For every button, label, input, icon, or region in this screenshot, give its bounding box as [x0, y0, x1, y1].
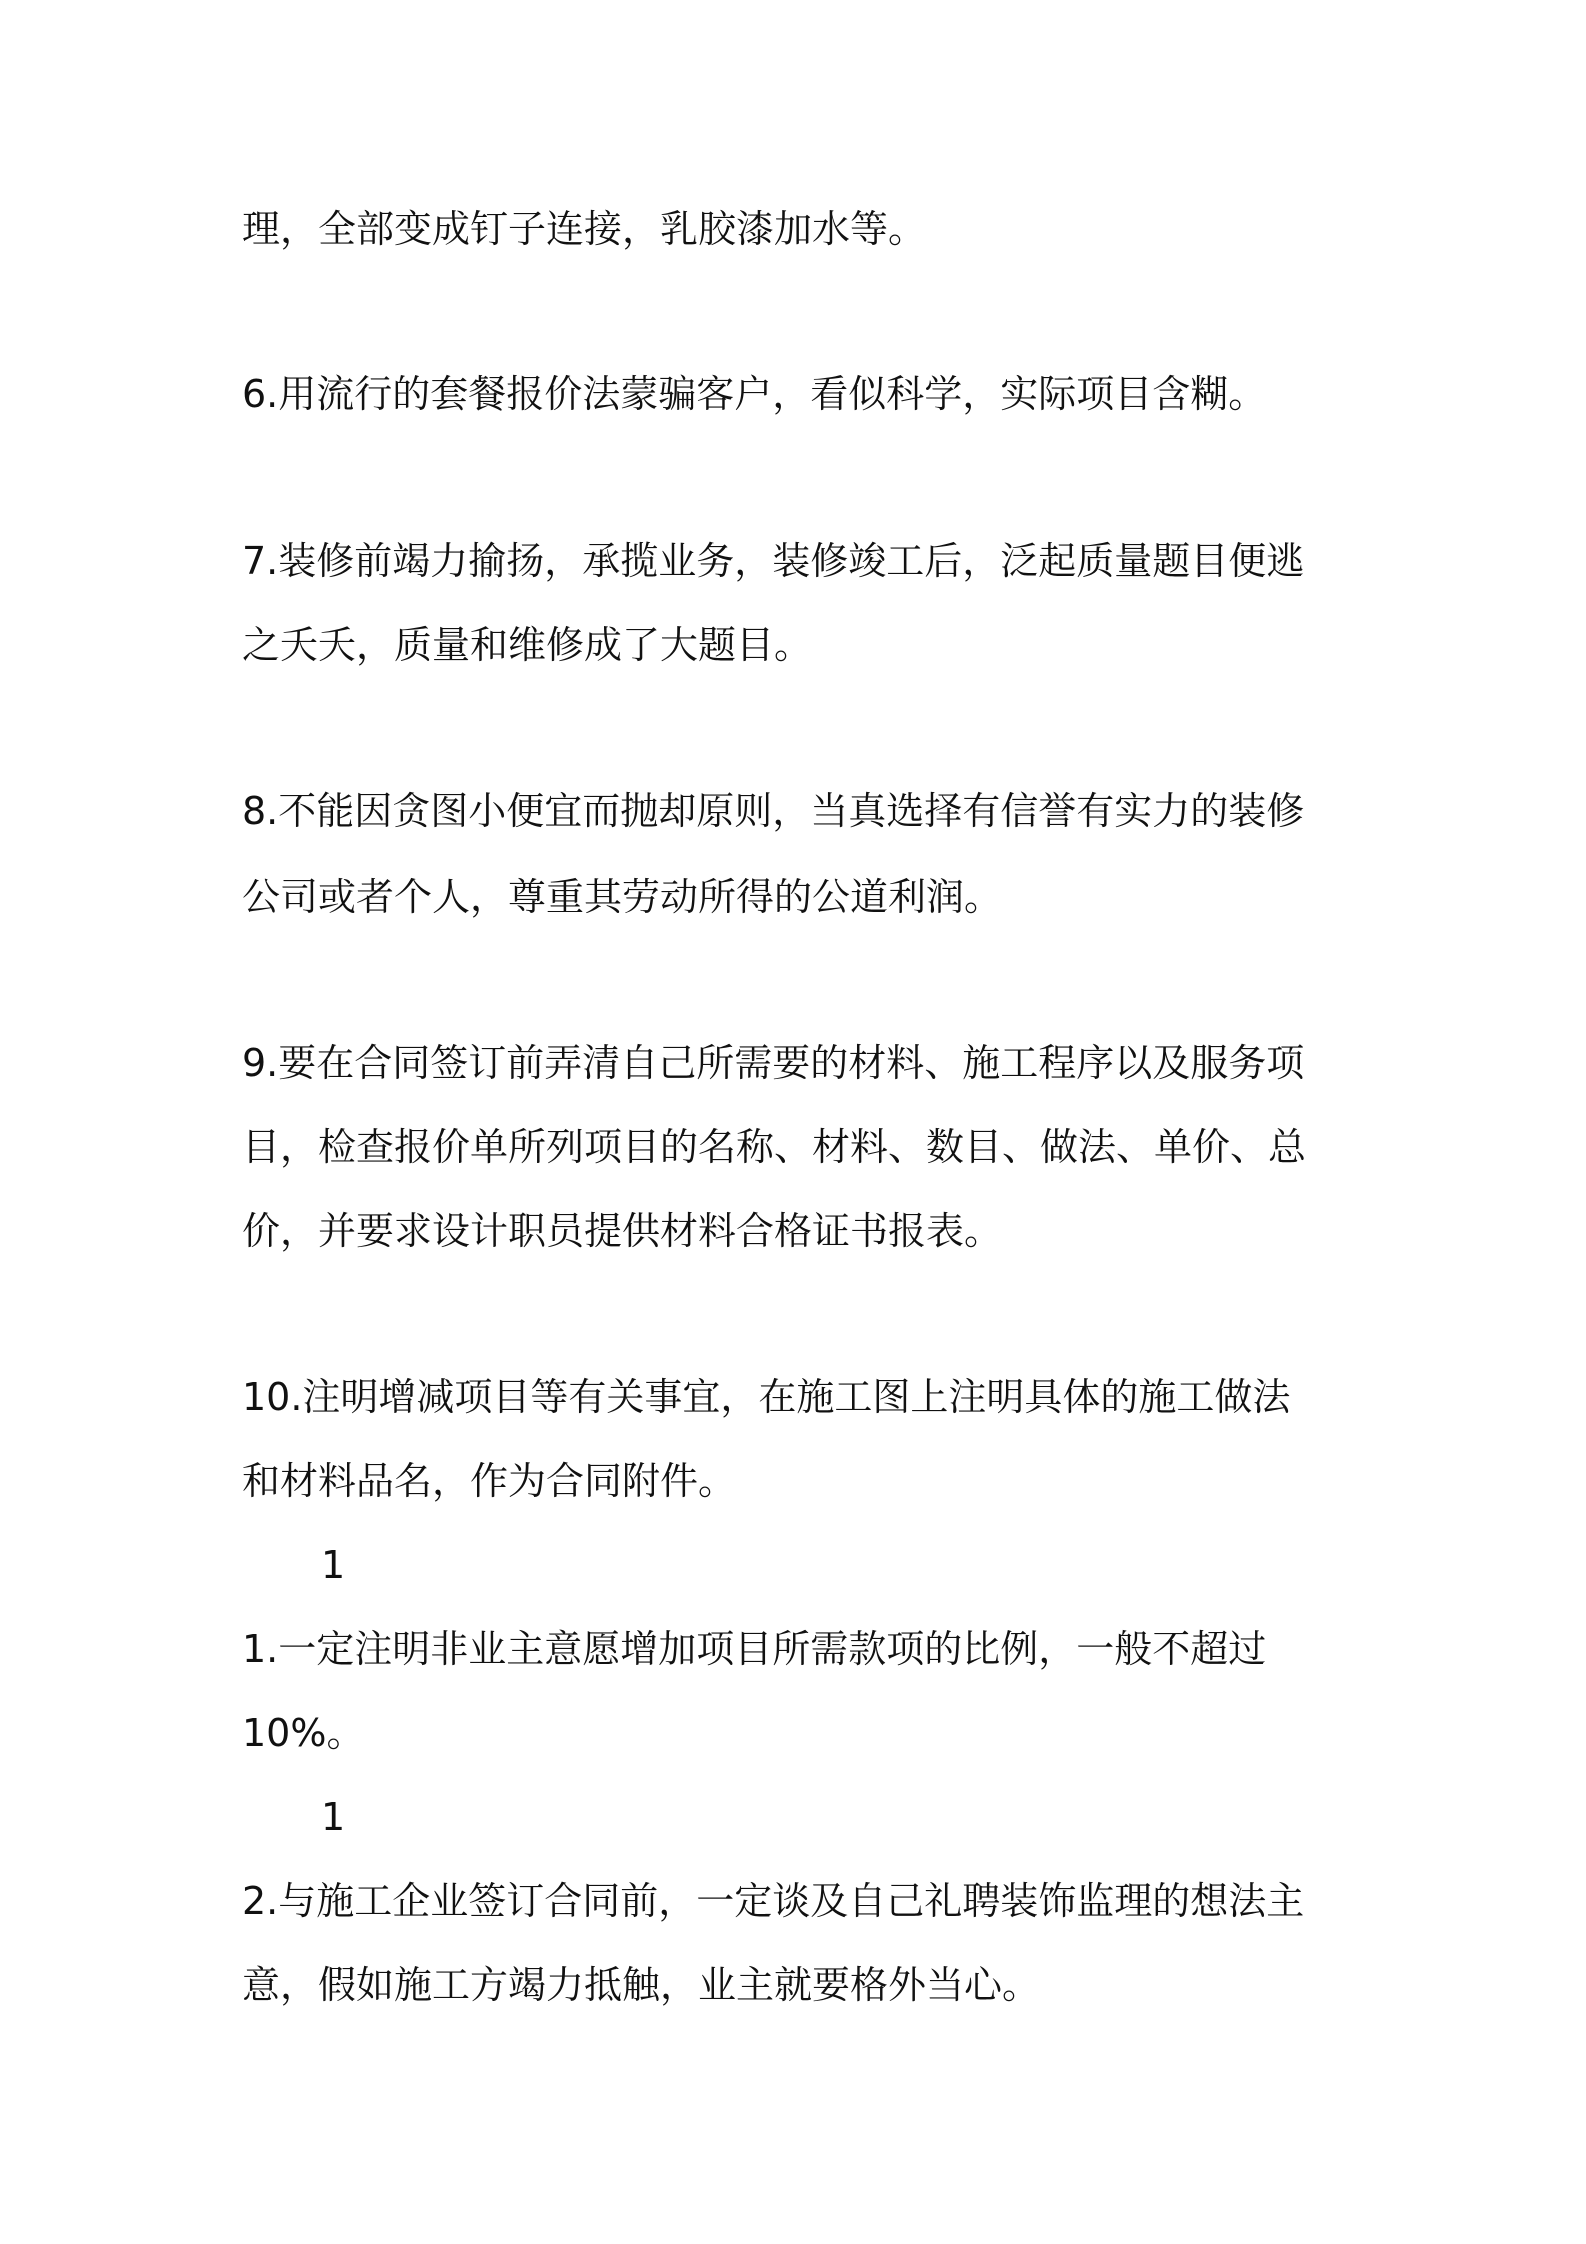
text-line: 目，检查报价单所列项目的名称、材料、数目、做法、单价、总 [242, 1125, 1307, 1169]
text-line: 8.不能因贪图小便宜而抛却原则，当真选择有信誉有实力的装修 [242, 789, 1305, 833]
text-line: 9.要在合同签订前弄清自己所需要的材料、施工程序以及服务项 [242, 1041, 1305, 1085]
text-line: 2.与施工企业签订合同前，一定谈及自己礼聘装饰监理的想法主 [242, 1879, 1305, 1923]
text-line: 之夭夭，质量和维修成了大题目。 [242, 623, 813, 667]
text-line: 价，并要求设计职员提供材料合格证书报表。 [242, 1209, 1003, 1253]
page-number-fragment: 1 [321, 1543, 346, 1587]
text-line: 理，全部变成钉子连接，乳胶漆加水等。 [242, 207, 927, 251]
text-line: 7.装修前竭力揄扬，承揽业务，装修竣工后，泛起质量题目便逃 [242, 539, 1305, 583]
page-number-fragment: 1 [321, 1795, 346, 1839]
text-line: 10.注明增减项目等有关事宜，在施工图上注明具体的施工做法 [242, 1375, 1291, 1419]
text-line: 意，假如施工方竭力抵触，业主就要格外当心。 [242, 1963, 1041, 2007]
text-line: 6.用流行的套餐报价法蒙骗客户，看似科学，实际项目含糊。 [242, 372, 1267, 416]
text-line: 公司或者个人，尊重其劳动所得的公道利润。 [242, 875, 1003, 919]
text-line: 10%。 [242, 1711, 365, 1755]
text-line: 和材料品名，作为合同附件。 [242, 1459, 737, 1503]
text-line: 1.一定注明非业主意愿增加项目所需款项的比例，一般不超过 [242, 1627, 1267, 1671]
